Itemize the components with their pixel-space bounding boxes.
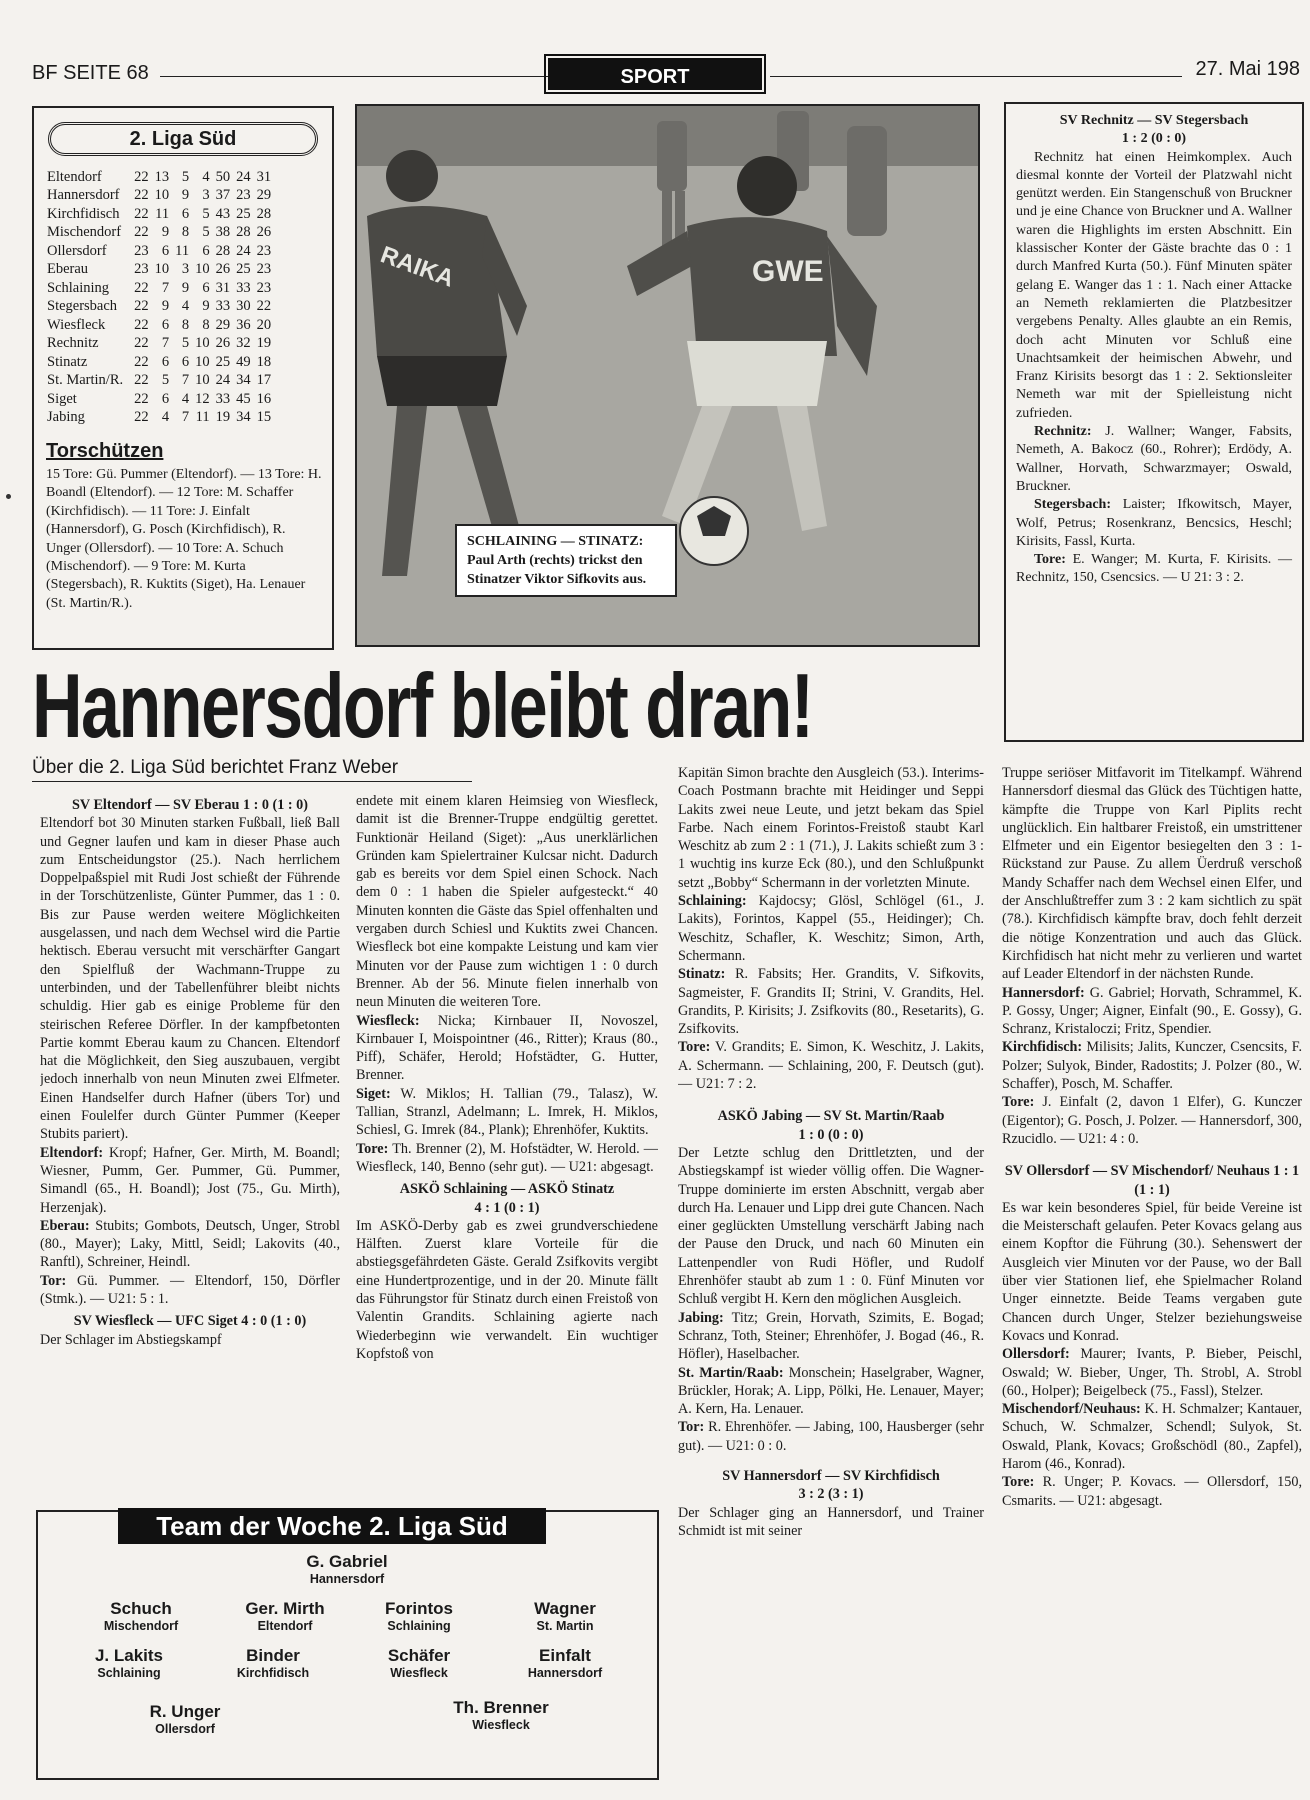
standings-cell: 8 (202, 316, 210, 333)
standings-cell: 49 (236, 353, 251, 370)
lineup: St. Martin/Raab: Monschein; Haselgraber, Wagner, Brückler, Horak; A. Lipp, Pölki, He. Lenauer, Mayer; A. Kern, Ha. Lenauer. (678, 1364, 984, 1418)
team-name: Schlaining (47, 279, 110, 296)
standings-cell: 43 (215, 205, 231, 222)
standings-cell: 22 (134, 409, 149, 426)
match-report: Im ASKÖ-Derby gab es zwei grundverschiedene Hälften. Zuerst klare Vorteile für die abstiegsgefährdeten Gäste. Gerald Zsifkovits vergibt eine Hundertprozentige, und in der 20. Minute fällt das Führungstor für Stinatz durch einen Freistoß von Valentin Grandits. Schlaining agierte nach Wiederbeginn wie verwandelt. Ein wuchtiger Kopfstoß von (356, 1217, 658, 1362)
standings-cell: 45 (236, 390, 251, 407)
standings-cell: 10 (154, 261, 170, 278)
standings-cell: 4 (181, 390, 190, 407)
standings-cell: 28 (256, 205, 272, 222)
rechnitz-title: SV Rechnitz — SV Stegersbach (1059, 113, 1249, 128)
standings-cell: 9 (161, 224, 170, 241)
standings-cell: 28 (215, 242, 231, 259)
team-player: Th. Brenner Wiesfleck (453, 1698, 549, 1732)
team-name: Hannersdorf (47, 187, 120, 204)
standings-cell: 3 (181, 261, 190, 278)
standings-cell: 29 (256, 187, 272, 204)
lineup: Mischendorf/Neuhaus: K. H. Schmalzer; Kantauer, Schuch, W. Schmalzer, Schendl; Sulyok, St. Oswald, Plank, Kovacs; Großschödl (80., Zapfel), Harom (46., Konrad). (1002, 1401, 1302, 1472)
team-name: Wiesfleck (47, 316, 106, 333)
match-score: 4 : 1 (0 : 1) (474, 1199, 540, 1216)
standings-cell: 23 (256, 261, 272, 278)
team-player: Ger. Mirth Eltendorf (245, 1599, 325, 1633)
scorers-title: Torschützen (46, 440, 164, 462)
standings-cell: 10 (195, 335, 210, 352)
column-2 (356, 792, 658, 1502)
standings-cell: 30 (236, 298, 251, 315)
team-name: Eberau (47, 261, 89, 278)
standings-cell: 22 (134, 224, 149, 241)
standings-cell: 22 (134, 298, 149, 315)
match-title: ASKÖ Schlaining — ASKÖ Stinatz (399, 1181, 615, 1198)
standings-row (44, 353, 274, 372)
standings-row (44, 316, 274, 335)
rechnitz-goals: Tore: E. Wanger; M. Kurta, F. Kirisits. — Rechnitz, 150, Csencsics. — U 21: 3 : 2. (1016, 552, 1292, 586)
standings-row (44, 298, 274, 317)
standings-cell: 9 (202, 298, 210, 315)
standings-cell: 5 (202, 224, 210, 241)
standings-cell: 22 (134, 390, 149, 407)
match-photo (355, 104, 980, 647)
standings-cell: 36 (236, 316, 251, 333)
lineup: Stinatz: R. Fabsits; Her. Grandits, V. Sifkovits, Sagmeister, F. Grandits II; Strini, V. Grandits, Hel. Grandits, P. Kirisits; J. Zsifkovits (80., Resetarits), G. Zsifkovits. (678, 966, 984, 1038)
standings-cell: 28 (236, 224, 251, 241)
standings-cell: 7 (161, 335, 170, 352)
match-title: SV Eltendorf — SV Eberau 1 : 0 (1 : 0) (72, 797, 308, 813)
standings-cell: 4 (181, 298, 190, 315)
standings-cell: 4 (161, 409, 170, 426)
goals: Tore: R. Unger; P. Kovacs. — Ollersdorf, 150, Csmarits. — U21: abgesagt. (1002, 1474, 1302, 1509)
team-player: Einfalt Hannersdorf (527, 1646, 603, 1680)
match-score: 1 : 0 (0 : 0) (798, 1126, 864, 1143)
team-player: R. Unger Ollersdorf (149, 1702, 221, 1736)
standings-cell: 15 (256, 409, 272, 426)
team-name: Kirchfidisch (47, 205, 120, 222)
standings-cell: 17 (256, 372, 272, 389)
standings-cell: 11 (195, 409, 210, 426)
team-name: Rechnitz (47, 335, 99, 352)
standings-cell: 9 (181, 187, 190, 204)
byline: Über die 2. Liga Süd berichtet Franz Weber (32, 757, 399, 778)
rechnitz-lineup-2: Stegersbach: Laister; Ifkowitsch, Mayer, Wolf, Petrus; Rosenkranz, Bencsics, Heschl; Kirisits, Fassl, Kurta. (1016, 497, 1292, 549)
team-player: G. Gabriel Hannersdorf (306, 1552, 388, 1586)
standings-cell: 6 (161, 390, 170, 407)
match-report: Der Letzte schlug den Drittletzten, und der Abstiegskampf ist wieder völlig offen. Die Wagner-Truppe dominierte im ersten Abschnitt, vergab aber durch Ha. Lenauer und Lipp drei gute Chancen. Nach einer geglückten Umstellung verschärft Jabing nach der Pause den Druck, und nach 60 Minuten ein Lattenpendler von Rudi Höfler, und Rudolf Ehrenhöfer staubt ab zum 1 : 0. Fünf Minuten vor Schluß vergibt H. Kern den möglichen Ausgleich. (678, 1144, 984, 1308)
standings-row (44, 335, 274, 354)
standings-table (44, 168, 274, 427)
team-of-week-title: Team der Woche 2. Liga Süd (118, 1508, 546, 1544)
standings-cell: 26 (215, 335, 231, 352)
standings-cell: 10 (195, 261, 210, 278)
standings-cell: 33 (215, 390, 231, 407)
standings-row (44, 224, 274, 243)
match-report: Kapitän Simon brachte den Ausgleich (53.). Interims-Coach Postmann brachte mit Heidinger und Seppi Lakits zwei neue Leute, und jetzt bekam das Spiel Farbe. Nach einem Forintos-Freistoß staubt Karl Weschitz ab zum 2 : 1 (71.), J. Lakits schießt zum 3 : 1 wuchtig ins kurze Eck (80.), und den Schlußpunkt setzt „Bobby“ Schermann in der vorletzten Minute. (678, 765, 984, 891)
standings-cell: 6 (202, 242, 210, 259)
match-report: endete mit einem klaren Heimsieg von Wiesfleck, damit ist die Brenner-Truppe endgültig gerettet. Funktionär Heiland (Siget): „Aus unerklärlichen Gründen kam Spielertrainer Kulcsar nicht. Dadurch gab es bereits vor dem Spiel einen Schock. Nach dem 0 : 1 haben die Spieler aufgesteckt.“ 40 Minuten konnten die Gäste das Spiel offenhalten und vergaben durch Schiesl und Kuktits zwei Chancen. Wiesfleck bot eine kompakte Leistung und kam vier Minuten vor der Pause zum wichtigen 1 : 0 durch Brenner. Ab der 56. Minute fielen innerhalb von neun Minuten die weiteren Tore. (356, 793, 658, 1011)
standings-cell: 11 (155, 205, 170, 222)
column-1 (40, 792, 340, 1502)
standings-cell: 7 (161, 279, 170, 296)
match-report: Truppe seriöser Mitfavorit im Titelkampf. Während Hannersdorf diesmal das Glück des Tüchtigen hatte, kämpfte die Truppe von Karl Piplits recht unglücklich. Ein haltbarer Freistoß, ein umstrittener Elfmeter und ein Eigentor besiegelten den 3 : 1-Rückstand zur Pause. Zu allem Üerdruß verschoß Mandy Schaffer nach dem Wechsel einen Elfer, und der Anschlußtreffer zum 3 : 2 kam sichtlich zu spät (78.). Kirchfidisch kämpfte brav, doch fehlt derzeit die nötige Konzentration und auch das Glück. Kirchfidisch hat nicht mehr zu verlieren und wartet auf Leader Eltendorf in der nächsten Runde. (1002, 765, 1302, 983)
standings-cell: 33 (236, 279, 251, 296)
standings-row (44, 205, 274, 224)
lineup: Wiesfleck: Nicka; Kirnbauer II, Novoszel, Kirnbauer I, Moispointner (46., Ritter); Kraus (80., Piff), Schäfer, Herold; Hofstädter, G. Hutter, Brenner. (356, 1012, 658, 1084)
standings-row (44, 279, 274, 298)
standings-cell: 18 (256, 353, 272, 370)
standings-cell: 10 (195, 372, 210, 389)
match-report: Der Schlager im Abstiegskampf (40, 1331, 222, 1348)
team-name: Stegersbach (47, 298, 118, 315)
standings-cell: 31 (256, 168, 272, 185)
standings-cell: 22 (134, 372, 149, 389)
standings-cell: 19 (215, 409, 231, 426)
standings-cell: 23 (236, 187, 251, 204)
lineup: Jabing: Titz; Grein, Horvath, Szimits, E. Bogad; Schranz, Toth, Steiner; Ehrenhöfer, J. Bogad (46., R. Höfler), Haselbacher. (678, 1309, 984, 1363)
standings-row (44, 261, 274, 280)
standings-cell: 4 (202, 168, 210, 185)
standings-cell: 22 (134, 168, 149, 185)
standings-cell: 25 (236, 261, 251, 278)
standings-cell: 34 (236, 372, 251, 389)
standings-cell: 32 (236, 335, 251, 352)
team-of-week-box (36, 1510, 659, 1780)
scorers-text: 15 Tore: Gü. Pummer (Eltendorf). — 13 Tore: H. Boandl (Eltendorf). — 12 Tore: M. Schaffer (Kirchfidisch). — 11 Tore: J. Einfalt (Hannersdorf), G. Posch (Kirchfidisch), R. Unger (Ollersdorf). — 10 Tore: A. Schuch (Mischendorf). — 9 Tore: M. Kurta (Stegersbach), R. Kuktits (Siget), Ha. Lenauer (St. Martin/R.). (46, 467, 322, 611)
rechnitz-lineup-1: Rechnitz: J. Wallner; Wanger, Fabsits, Nemeth, A. Bakocz (60., Rohrer); Erdödy, A. Wallner, Horvath, Schwarzmayer; Oswald, Bruckner. (1016, 424, 1292, 494)
standings-cell: 22 (134, 187, 149, 204)
standings-cell: 10 (154, 187, 170, 204)
standings-cell: 29 (215, 316, 231, 333)
standings-cell: 6 (161, 353, 170, 370)
standings-cell: 22 (134, 335, 149, 352)
standings-cell: 25 (215, 353, 231, 370)
standings-cell: 3 (202, 187, 210, 204)
photo-caption: SCHLAINING — STINATZ: Paul Arth (rechts) trickst den Stinatzer Viktor Sifkovits aus. (455, 524, 677, 597)
standings-cell: 26 (256, 224, 272, 241)
match-title: SV Ollersdorf — SV Mischendorf/ Neuhaus 1 : 1 (1 : 1) (1004, 1163, 1300, 1198)
standings-row (44, 187, 274, 206)
standings-cell: 26 (215, 261, 231, 278)
standings-row (44, 390, 274, 409)
goals: Tore: V. Grandits; E. Simon, K. Weschitz, J. Lakits, A. Schermann. — Schlaining, 200, F. Deutsch (gut). — U21: 7 : 2. (678, 1039, 984, 1093)
standings-cell: 38 (215, 224, 231, 241)
rechnitz-report (1004, 102, 1304, 742)
standings-cell: 12 (195, 390, 210, 407)
standings-cell: 22 (256, 298, 272, 315)
byline-rule (32, 781, 472, 782)
team-player: Wagner St. Martin (534, 1599, 596, 1633)
standings-cell: 23 (256, 242, 272, 259)
lineup: Kirchfidisch: Milisits; Jalits, Kunczer, Csencsits, F. Polzer; Sulyok, Binder, Radostits; J. Polzer (80., W. Schaffer), Posch, M. Schaffer. (1002, 1039, 1302, 1093)
team-name: Mischendorf (47, 224, 122, 241)
goals: Tor: R. Ehrenhöfer. — Jabing, 100, Hausberger (sehr gut). — U21: 0 : 0. (678, 1419, 984, 1454)
team-player: Binder Kirchfidisch (236, 1646, 310, 1680)
standings-row (44, 409, 274, 428)
rechnitz-score: 1 : 2 (0 : 0) (1121, 131, 1187, 147)
team-name: Siget (47, 390, 77, 407)
lineup: Eltendorf: Kropf; Hafner, Ger. Mirth, M. Boandl; Wiesner, Pumm, Ger. Pummer, Gü. Pummer, Simandl (65., H. Boandl); Jost (75., Gu. Mirth), Herzenjak). (40, 1144, 340, 1216)
standings-cell: 20 (256, 316, 272, 333)
standings-cell: 5 (181, 335, 190, 352)
standings-cell: 7 (181, 409, 190, 426)
standings-cell: 22 (134, 353, 149, 370)
svg-text:GWE: GWE (752, 255, 824, 288)
standings-cell: 22 (134, 205, 149, 222)
standings-cell: 34 (236, 409, 251, 426)
margin-dot (6, 494, 11, 499)
team-name: Eltendorf (47, 168, 102, 185)
standings-cell: 6 (161, 242, 170, 259)
standings-cell: 16 (256, 390, 272, 407)
standings-row (44, 372, 274, 391)
team-player: Schäfer Wiesfleck (387, 1646, 451, 1680)
standings-cell: 13 (154, 168, 170, 185)
team-player: Schuch Mischendorf (103, 1599, 179, 1633)
standings-cell: 5 (181, 168, 190, 185)
lineup: Ollersdorf: Maurer; Ivants, P. Bieber, Peischl, Oswald; W. Bieber, Unger, Th. Strobl, A. Strobl (60., Holper); Beigelbeck (75., Fassl), Stelzer. (1002, 1346, 1302, 1399)
team-name: Stinatz (47, 353, 88, 370)
team-name: St. Martin/R. (47, 372, 124, 389)
goals: Tore: J. Einfalt (2, davon 1 Elfer), G. Kunczer (Eigentor); G. Posch, J. Polzer. — Hannersdorf, 300, Rzucidlo. — U21: 4 : 0. (1002, 1094, 1302, 1147)
match-report: Der Schlager ging an Hannersdorf, und Trainer Schmidt ist mit seiner (678, 1504, 984, 1539)
standings-cell: 22 (134, 279, 149, 296)
standings-row (44, 168, 274, 187)
team-name: Jabing (47, 409, 85, 426)
match-report: Eltendorf bot 30 Minuten starken Fußball, ließ Ball und Gegner laufen und kam in dieser Phase auch zum Entscheidungstor (25.). Nach herrlichem Doppelpaßspiel mit Rudi Jost schießt der Führende in der Torschützenliste, Günter Pummer, das 1 : 0. Bis zur Pause werden weitere Möglichkeiten ausgelassen, und nach dem Wechsel wird die Partie hektisch. Eberau versucht mit verschärfter Gangart den Spielfluß der Wachmann-Truppe zu unterbinden, und der Tabellenführer bleibt nichts schuldig. Hier gab es einige Probleme für den steirischen Referee Dörfler. In der kampfbetonten Partie kommt Eberau kaum zu Chancen. Eltendorf hat die Möglichkeit, den Sieg auszubauen, vergibt jedoch innerhalb von neun Minuten zwei Elfmeter. Einen Handselfer durch Hafner (übers Tor) und einen Foulelfer durch Günter Pummer (Keeper Stubits pariert). (40, 815, 340, 1143)
standings-cell: 11 (175, 242, 190, 259)
standings-cell: 6 (202, 279, 210, 296)
standings-cell: 25 (236, 205, 251, 222)
standings-cell: 6 (181, 353, 190, 370)
header-rule-right (770, 76, 1182, 77)
lineup: Siget: W. Miklos; H. Tallian (79., Talasz), W. Tallian, Stranzl, Adelmann; L. Imrek, H. Miklos, Schiesl, G. Imrek (84., Plank); Ehrenhöfer, Kuktits. (356, 1085, 658, 1139)
svg-text:RAIKA: RAIKA (376, 241, 458, 293)
match-title: ASKÖ Jabing — SV St. Martin/Raab (717, 1108, 945, 1125)
standings-title: 2. Liga Süd (48, 122, 318, 156)
match-title: SV Wiesfleck — UFC Siget 4 : 0 (1 : 0) (73, 1313, 307, 1330)
header-rule-left (160, 76, 548, 77)
standings-cell: 24 (236, 168, 251, 185)
standings-cell: 23 (134, 261, 149, 278)
match-report: Es war kein besonderes Spiel, für beide Vereine ist die Meisterschaft gelaufen. Peter Kovacs gelang aus einem Kopftor die Führung (30.). Sehenswert der Ausgleich vier Minuten vor der Pause, wo der Ball über vier Stationen lief, ehe Spielmacher Roland Unger einnetzte. Beide Teams vergaben gute Chancen durch Unger, Stelzer beziehungsweise Kovacs und Konrad. (1002, 1199, 1302, 1344)
standings-cell: 50 (215, 168, 231, 185)
goals: Tore: Th. Brenner (2), M. Hofstädter, W. Herold. — Wiesfleck, 140, Benno (sehr gut). — U21: abgesagt. (356, 1140, 658, 1175)
match-title: SV Hannersdorf — SV Kirchfidisch (722, 1467, 940, 1484)
team-player: Forintos Schlaining (385, 1599, 453, 1633)
standings-cell: 37 (215, 187, 231, 204)
page-number: BF SEITE 68 (32, 62, 149, 84)
lineup: Hannersdorf: G. Gabriel; Horvath, Schrammel, K. P. Gossy, Unger; Aigner, Einfalt (90., E. Gossy), G. Schranz, Kristaloczi; Fritz, Spendier. (1002, 984, 1302, 1038)
headline: Hannersdorf bleibt dran! (32, 656, 813, 757)
standings-cell: 33 (215, 298, 231, 315)
rechnitz-text: Rechnitz hat einen Heimkomplex. Auch diesmal konnte der Vorteil der Platzwahl nicht genützt werden. Ein Stangenschuß von Bruckner und je eine Chance von Bruckner und A. Wallner waren die Highlights im ersten Abschnitt. Ein klassischer Konter der Gäste brachte das 0 : 1 durch Manfred Kurta (50.). Fünf Minuten später gelang E. Wanger das 1 : 1. Nach einer Attacke an Nemeth reklamierten die Platzbesitzer vergebens Penalty. Alles glaubte an ein Remis, doch acht Minuten vor Schluß eine Unachtsamkeit der heimischen Abwehr, und Franz Kirisits besorgt das 1 : 2. Sektionsleiter Nemeth war mit der Spielleistung nicht zufrieden. (1016, 149, 1292, 421)
column-4 (1002, 764, 1302, 1794)
standings-cell: 23 (256, 279, 272, 296)
column-3 (678, 764, 984, 1794)
standings-cell: 9 (161, 298, 170, 315)
standings-cell: 24 (236, 242, 251, 259)
lineup: Schlaining: Kajdocsy; Glösl, Schlögel (61., J. Lakits), Forintos, Kappel (55., Heidinger); Ch. Weschitz, Schafler, K. Weschitz; Simon, Arth, Schermann. (678, 893, 984, 964)
standings-cell: 23 (134, 242, 149, 259)
lineup: Eberau: Stubits; Gombots, Deutsch, Unger, Strobl (80., Mayer); Laky, Mittl, Seidl; Lakovits (40., Ranftl), Schreiner, Heindl. (40, 1217, 340, 1271)
standings-cell: 6 (181, 205, 190, 222)
issue-date: 27. Mai 198 (1195, 58, 1300, 80)
standings-cell: 19 (256, 335, 272, 352)
standings-row (44, 242, 274, 261)
match-score: 3 : 2 (3 : 1) (798, 1486, 864, 1503)
standings-cell: 8 (181, 316, 190, 333)
standings-cell: 10 (195, 353, 210, 370)
standings-cell: 5 (202, 205, 210, 222)
standings-cell: 7 (181, 372, 190, 389)
standings-cell: 9 (181, 279, 190, 296)
team-name: Ollersdorf (47, 242, 107, 259)
standings-cell: 22 (134, 316, 149, 333)
standings-cell: 6 (161, 316, 170, 333)
standings-cell: 31 (215, 279, 231, 296)
standings-cell: 24 (215, 372, 231, 389)
section-label: SPORT (548, 58, 762, 90)
team-player: J. Lakits Schlaining (94, 1646, 164, 1680)
standings-cell: 8 (181, 224, 190, 241)
goals: Tor: Gü. Pummer. — Eltendorf, 150, Dörfler (Stmk.). — U21: 5 : 1. (40, 1272, 340, 1308)
standings-box (32, 106, 334, 650)
standings-cell: 5 (161, 372, 170, 389)
